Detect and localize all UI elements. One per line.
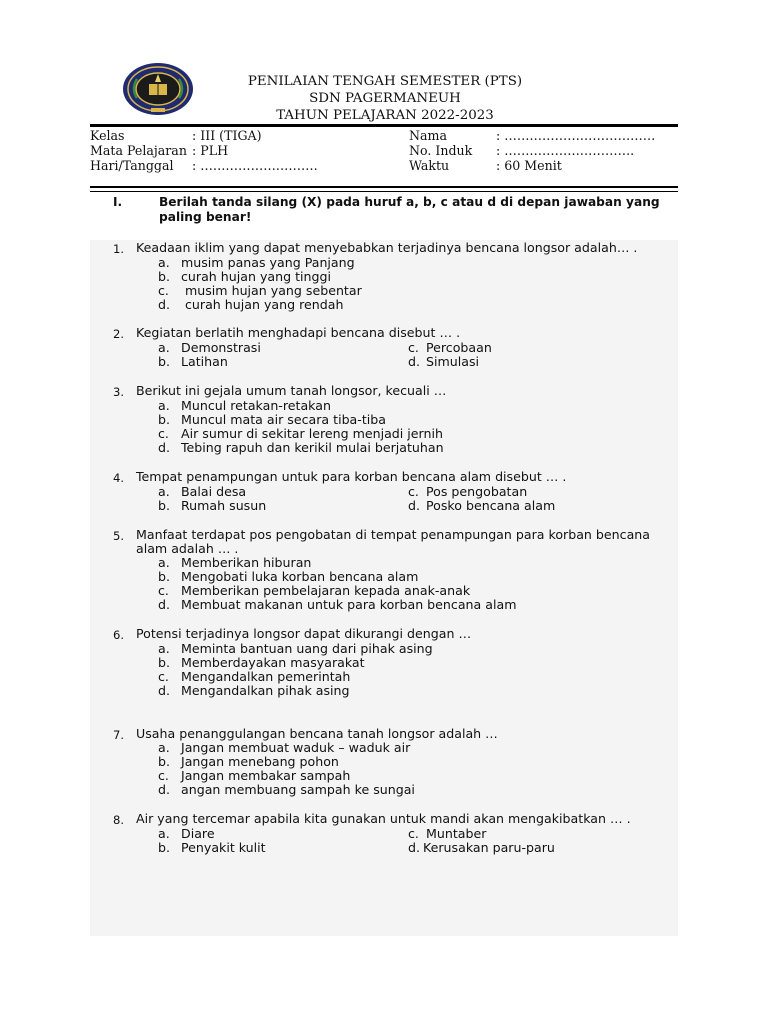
question-number: 2. xyxy=(113,327,125,341)
info-divider-thin xyxy=(90,191,678,192)
option-text: Posko bencana alam xyxy=(426,498,556,513)
kelas-value: : III (TIGA) xyxy=(192,128,262,143)
induk-value: : …………………………. xyxy=(496,143,635,158)
question-text: Tempat penampungan untuk para korban bencana alam disebut … . xyxy=(136,469,567,484)
question-text-continued: alam adalah … . xyxy=(136,541,239,556)
question-text: Keadaan iklim yang dapat menyebabkan terjadinya bencana longsor adalah… . xyxy=(136,240,638,255)
option-text: Pos pengobatan xyxy=(426,484,528,499)
option-text: Memberikan pembelajaran kepada anak-anak xyxy=(181,583,471,598)
option-letter: a. xyxy=(158,641,170,656)
option-letter: a. xyxy=(158,398,170,413)
school-logo-icon xyxy=(121,62,195,116)
option-text: Membuat makanan untuk para korban bencana alam xyxy=(181,597,517,612)
question-number: 4. xyxy=(113,471,125,485)
option-letter: c. xyxy=(158,583,169,598)
option-text: curah hujan yang rendah xyxy=(185,297,344,312)
question-text: Potensi terjadinya longsor dapat dikurangi dengan … xyxy=(136,626,472,641)
option-letter: a. xyxy=(158,255,170,270)
document-header xyxy=(200,73,570,124)
mapel-label: Mata Pelajaran xyxy=(90,143,187,158)
option-text: Mengandalkan pemerintah xyxy=(181,669,351,684)
option-letter: b. xyxy=(158,269,170,284)
option-text: Rumah susun xyxy=(181,498,267,513)
option-text: Penyakit kulit xyxy=(181,840,266,855)
option-text: musim hujan yang sebentar xyxy=(185,283,362,298)
option-text: Tebing rapuh dan kerikil mulai berjatuhan xyxy=(181,440,444,455)
waktu-value: : 60 Menit xyxy=(496,158,562,173)
header-year: TAHUN PELAJARAN 2022-2023 xyxy=(276,108,494,123)
option-text: angan membuang sampah ke sungai xyxy=(181,782,415,797)
option-letter: b. xyxy=(158,498,170,513)
option-text: Jangan menebang pohon xyxy=(181,754,339,769)
option-letter: a. xyxy=(158,340,170,355)
hari-value: : ………………………. xyxy=(192,158,318,173)
option-letter: d. xyxy=(408,498,420,513)
option-text: Muncul retakan-retakan xyxy=(181,398,331,413)
option-letter: b. xyxy=(158,354,170,369)
option-text: curah hujan yang tinggi xyxy=(181,269,332,284)
option-letter: d. xyxy=(408,840,420,855)
option-letter: d. xyxy=(158,683,170,698)
option-letter: a. xyxy=(158,555,170,570)
question-number: 3. xyxy=(113,385,125,399)
question-number: 6. xyxy=(113,628,125,642)
option-letter: a. xyxy=(158,484,170,499)
section-number: I. xyxy=(113,195,123,209)
option-letter: b. xyxy=(158,569,170,584)
question-number: 7. xyxy=(113,728,125,742)
question-text: Usaha penanggulangan bencana tanah longsor adalah … xyxy=(136,726,498,741)
question-number: 1. xyxy=(113,242,125,256)
question-text: Kegiatan berlatih menghadapi bencana disebut … . xyxy=(136,325,461,340)
waktu-label: Waktu xyxy=(409,158,450,173)
section-instruction: Berilah tanda silang (X) pada huruf a, b, c atau d di depan jawaban yang paling benar! xyxy=(159,195,660,224)
header-school: SDN PAGERMANEUH xyxy=(309,91,461,106)
option-letter: c. xyxy=(158,669,169,684)
option-letter: d. xyxy=(158,782,170,797)
option-letter: d. xyxy=(158,597,170,612)
option-text: Air sumur di sekitar lereng menjadi jernih xyxy=(181,426,443,441)
option-letter: b. xyxy=(158,840,170,855)
option-text: musim panas yang Panjang xyxy=(181,255,355,270)
nama-value: : ……………………………… xyxy=(496,128,656,143)
option-text: Simulasi xyxy=(426,354,480,369)
option-letter: d. xyxy=(408,354,420,369)
option-text: Mengandalkan pihak asing xyxy=(181,683,350,698)
option-letter: a. xyxy=(158,740,170,755)
option-text: Percobaan xyxy=(426,340,492,355)
option-letter: a. xyxy=(158,826,170,841)
option-text: Mengobati luka korban bencana alam xyxy=(181,569,419,584)
option-text: Meminta bantuan uang dari pihak asing xyxy=(181,641,433,656)
option-text: Memberdayakan masyarakat xyxy=(181,655,365,670)
option-letter: c. xyxy=(408,340,419,355)
mapel-value: : PLH xyxy=(192,143,229,158)
question-text: Berikut ini gejala umum tanah longsor, kecuali … xyxy=(136,383,447,398)
option-letter: b. xyxy=(158,412,170,427)
option-text: Muntaber xyxy=(426,826,487,841)
option-letter: c. xyxy=(408,826,419,841)
option-text: Kerusakan paru-paru xyxy=(423,840,555,855)
header-divider xyxy=(90,124,678,127)
option-letter: b. xyxy=(158,655,170,670)
hari-label: Hari/Tanggal xyxy=(90,158,174,173)
kelas-label: Kelas xyxy=(90,128,125,143)
option-letter: d. xyxy=(158,440,170,455)
option-text: Jangan membuat waduk – waduk air xyxy=(181,740,411,755)
option-text: Jangan membakar sampah xyxy=(181,768,351,783)
option-letter: d. xyxy=(158,297,170,312)
question-number: 8. xyxy=(113,813,125,827)
option-letter: c. xyxy=(158,283,169,298)
option-text: Memberikan hiburan xyxy=(181,555,312,570)
induk-label: No. Induk xyxy=(409,143,473,158)
nama-label: Nama xyxy=(409,128,447,143)
option-letter: c. xyxy=(158,768,169,783)
option-text: Diare xyxy=(181,826,215,841)
option-letter: c. xyxy=(158,426,169,441)
option-text: Muncul mata air secara tiba-tiba xyxy=(181,412,386,427)
info-divider-thick xyxy=(90,186,678,188)
option-letter: c. xyxy=(408,484,419,499)
question-number: 5. xyxy=(113,529,125,543)
question-text: Air yang tercemar apabila kita gunakan untuk mandi akan mengakibatkan … . xyxy=(136,811,631,826)
option-text: Latihan xyxy=(181,354,228,369)
header-title: PENILAIAN TENGAH SEMESTER (PTS) xyxy=(247,74,523,89)
question-text: Manfaat terdapat pos pengobatan di tempat penampungan para korban bencana xyxy=(136,527,650,542)
option-letter: b. xyxy=(158,754,170,769)
option-text: Balai desa xyxy=(181,484,247,499)
option-text: Demonstrasi xyxy=(181,340,261,355)
